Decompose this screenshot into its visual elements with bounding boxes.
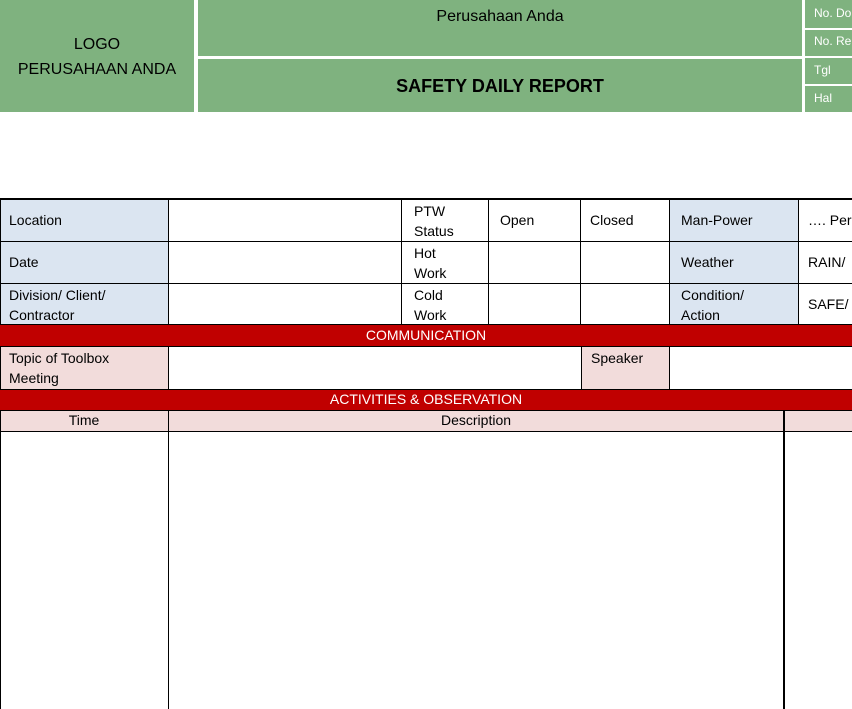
weather-value-cell[interactable] bbox=[799, 242, 852, 283]
report-title: SAFETY DAILY REPORT bbox=[396, 76, 604, 96]
date-label-cell bbox=[0, 242, 168, 283]
condition-label: Action bbox=[681, 307, 720, 323]
table-border bbox=[0, 283, 852, 284]
table-border bbox=[168, 198, 169, 325]
division-label: Contractor bbox=[9, 307, 75, 323]
time-column-body[interactable] bbox=[0, 432, 168, 709]
weather-label-cell bbox=[670, 242, 798, 283]
manpower-value-cell[interactable] bbox=[799, 200, 852, 241]
ptw-status-text: Status bbox=[414, 223, 454, 239]
company-name: Perusahaan Anda bbox=[436, 8, 564, 25]
table-border bbox=[0, 389, 852, 390]
table-border bbox=[168, 346, 169, 389]
speaker-label-cell bbox=[582, 347, 669, 389]
header-divider bbox=[198, 56, 802, 59]
doc-number-label: No. Do bbox=[814, 6, 852, 20]
date-label: Tgl bbox=[814, 63, 831, 77]
table-border bbox=[0, 198, 852, 200]
closed-label-cell bbox=[581, 200, 669, 241]
manpower-label-cell bbox=[670, 200, 798, 241]
table-border bbox=[401, 198, 402, 325]
cold-work-label bbox=[402, 284, 488, 325]
communication-section-header bbox=[0, 325, 852, 346]
speaker-label: Speaker bbox=[591, 350, 644, 366]
division-label: Division/ Client/ bbox=[9, 287, 106, 303]
toolbox-topic-value-cell[interactable] bbox=[169, 347, 581, 389]
speaker-value-cell[interactable] bbox=[670, 347, 852, 389]
extra-column-header bbox=[785, 411, 852, 431]
weather-label: Weather bbox=[681, 254, 734, 270]
header-divider bbox=[805, 28, 852, 30]
table-border bbox=[0, 324, 852, 325]
time-header-text: Time bbox=[68, 412, 100, 428]
company-logo-text: LOGO bbox=[73, 36, 121, 53]
date-field-label: Date bbox=[9, 254, 39, 270]
toolbox-topic-label: Topic of Toolbox bbox=[9, 350, 110, 366]
table-border bbox=[0, 241, 852, 242]
header-divider bbox=[805, 84, 852, 86]
description-header-text: Description bbox=[440, 412, 512, 428]
table-border bbox=[783, 410, 785, 709]
manpower-value: …. Per bbox=[808, 212, 852, 228]
manpower-label: Man-Power bbox=[681, 212, 753, 228]
condition-value: SAFE/ bbox=[808, 296, 849, 312]
page-label: Hal bbox=[814, 91, 833, 105]
condition-label: Condition/ bbox=[681, 287, 745, 303]
table-border bbox=[168, 410, 169, 709]
location-label-cell bbox=[0, 200, 168, 241]
hot-work-closed-cell[interactable] bbox=[581, 242, 669, 283]
ptw-status-label bbox=[402, 200, 488, 241]
table-border bbox=[669, 346, 670, 389]
toolbox-topic-label-cell bbox=[0, 347, 168, 389]
table-border bbox=[580, 198, 581, 325]
table-border bbox=[798, 198, 799, 325]
division-label-cell bbox=[0, 284, 168, 325]
hot-work-text: Hot bbox=[414, 245, 436, 261]
header-divider bbox=[805, 56, 852, 58]
location-value-cell[interactable] bbox=[169, 200, 401, 241]
table-border bbox=[0, 346, 852, 347]
table-border bbox=[488, 198, 489, 325]
open-label: Open bbox=[500, 212, 535, 228]
location-label: Location bbox=[9, 212, 62, 228]
table-border bbox=[0, 198, 1, 325]
time-column-header bbox=[0, 411, 168, 431]
closed-label: Closed bbox=[590, 212, 634, 228]
hot-work-open-cell[interactable] bbox=[489, 242, 580, 283]
hot-work-label bbox=[402, 242, 488, 283]
cold-work-text: Work bbox=[414, 307, 447, 323]
condition-value-cell[interactable] bbox=[799, 284, 852, 325]
ptw-status-text: PTW bbox=[414, 203, 446, 219]
company-logo-text: PERUSAHAAN ANDA bbox=[17, 61, 177, 78]
cold-work-closed-cell[interactable] bbox=[581, 284, 669, 325]
date-value-cell[interactable] bbox=[169, 242, 401, 283]
communication-title: COMMUNICATION bbox=[365, 327, 487, 343]
table-border bbox=[581, 346, 582, 389]
table-border bbox=[0, 346, 1, 389]
table-border bbox=[0, 410, 1, 709]
description-column-body[interactable] bbox=[169, 432, 783, 709]
extra-column-body[interactable] bbox=[785, 432, 852, 709]
division-value-cell[interactable] bbox=[169, 284, 401, 325]
cold-work-text: Cold bbox=[414, 287, 443, 303]
toolbox-topic-label: Meeting bbox=[9, 370, 59, 386]
description-column-header bbox=[169, 411, 783, 431]
revision-number-label: No. Re bbox=[814, 34, 852, 48]
weather-value: RAIN/ bbox=[808, 254, 846, 270]
open-label-cell bbox=[489, 200, 580, 241]
hot-work-text: Work bbox=[414, 265, 447, 281]
cold-work-open-cell[interactable] bbox=[489, 284, 580, 325]
activities-title: ACTIVITIES & OBSERVATION bbox=[329, 391, 523, 407]
table-border bbox=[0, 410, 852, 411]
table-border bbox=[669, 198, 670, 325]
condition-label-cell bbox=[670, 284, 798, 325]
activities-section-header bbox=[0, 389, 852, 410]
table-border bbox=[0, 431, 852, 432]
